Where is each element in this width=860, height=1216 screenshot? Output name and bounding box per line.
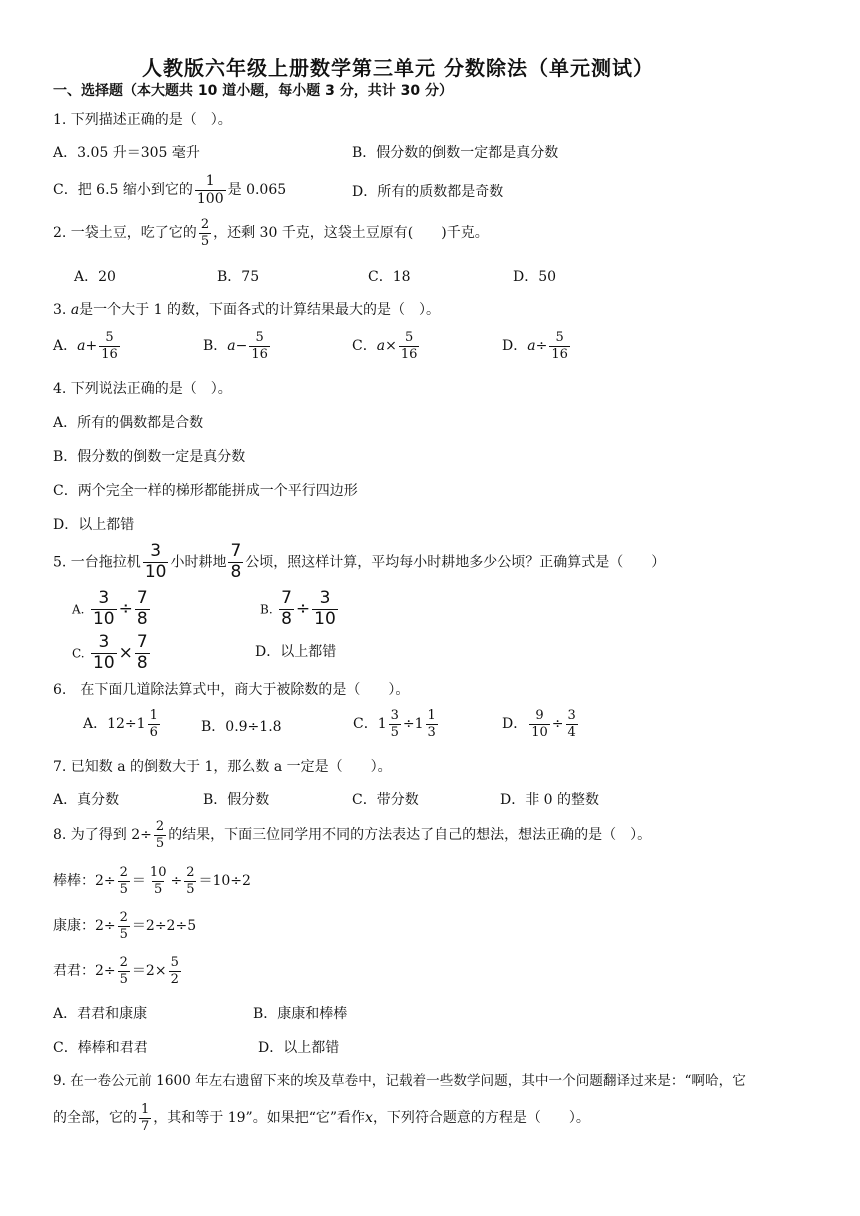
q3-stem <box>53 303 440 317</box>
q8-kangkang-method <box>53 911 196 941</box>
q3-variable: a <box>70 302 80 318</box>
q1-option-b[interactable]: B．假分数的倒数一定都是真分数 <box>352 145 559 161</box>
q6-option-c-mid: ÷1 <box>402 716 424 733</box>
q7-option-c[interactable]: C．带分数 <box>352 792 419 808</box>
q4-option-c[interactable]: C．两个完全一样的梯形都能拼成一个平行四边形 <box>53 483 358 499</box>
fraction: $\frac{3}{4}$ <box>567 708 576 740</box>
operator: × <box>385 338 397 355</box>
fraction: $\frac{1}{3}$ <box>427 708 436 740</box>
fraction: $\frac{2}{5}$ <box>155 819 165 851</box>
q5-stem-mid: 小时耕地 <box>170 554 227 571</box>
q5-option-c[interactable] <box>72 634 152 673</box>
q5-option-d[interactable]: D．以上都错 <box>255 644 337 660</box>
q8-option-b[interactable]: B．康康和棒棒 <box>253 1006 348 1022</box>
fraction: $\frac{7}{8}$ <box>136 588 148 629</box>
q3-option-d[interactable] <box>502 331 572 361</box>
section-heading: 一、选择题（本大题共 10 道小题，每小题 3 分，共计 30 分） <box>53 83 453 99</box>
q8-option-d[interactable]: D．以上都错 <box>258 1040 340 1056</box>
q6-stem: 6. 在下面几道除法算式中，商大于被除数的是（ ）。 <box>53 682 410 698</box>
q8-junjun-result: ＝2× <box>131 963 167 980</box>
fraction: $\frac{3}{10}$ <box>92 588 115 629</box>
student-label: 棒棒：2÷ <box>53 873 116 890</box>
q1-option-d[interactable]: D．所有的质数都是奇数 <box>352 184 504 200</box>
fraction: $\frac{2}{5}$ <box>200 217 210 249</box>
q2-stem-pre: 2. 一袋土豆，吃了它的 <box>53 225 197 242</box>
q9-stem-line2 <box>53 1103 590 1133</box>
q3-number: 3. <box>53 302 67 318</box>
q9-stem-post: ，下列符合题意的方程是（ ）。 <box>372 1110 590 1127</box>
student-label: 康康：2÷ <box>53 918 116 935</box>
option-label: A. <box>72 602 85 617</box>
fraction: $\frac{5}{16}$ <box>400 330 418 362</box>
q8-option-a[interactable]: A．君君和康康 <box>53 1006 148 1022</box>
fraction: $\frac{10}{5}$ <box>149 865 167 897</box>
q3-option-b[interactable] <box>203 331 272 361</box>
q3-option-a[interactable] <box>53 331 122 361</box>
q2-option-c[interactable]: C．18 <box>368 269 411 285</box>
operator: ÷ <box>170 873 183 890</box>
fraction: $\frac{1}{6}$ <box>149 708 158 740</box>
fraction: $\frac{7}{8}$ <box>281 588 292 629</box>
fraction: $\frac{5}{16}$ <box>551 330 568 362</box>
q7-option-d[interactable]: D．非 0 的整数 <box>500 792 600 808</box>
q5-stem-pre: 5. 一台拖拉机 <box>53 554 141 571</box>
fraction: $\frac{3}{10}$ <box>144 541 167 582</box>
variable: a <box>376 338 386 355</box>
q4-option-a[interactable]: A．所有的偶数都是合数 <box>53 415 204 431</box>
fraction: $\frac{2}{5}$ <box>186 865 195 897</box>
operator: ÷ <box>551 716 564 733</box>
operator: ÷ <box>535 338 548 355</box>
fraction: $\frac{2}{5}$ <box>119 910 128 942</box>
fraction: $\frac{5}{16}$ <box>101 330 118 362</box>
q6-option-c[interactable] <box>353 709 440 739</box>
operator: × <box>118 642 133 663</box>
student-label: 君君：2÷ <box>53 963 116 980</box>
option-label: A． <box>53 338 78 355</box>
fraction: $\frac{7}{8}$ <box>230 541 242 582</box>
q3-stem-text: 是一个大于 1 的数，下面各式的计算结果最大的是（ ）。 <box>79 302 440 318</box>
q8-stem-post: 的结果，下面三位同学用不同的方法表达了自己的想法，想法正确的是（ ）。 <box>168 827 652 844</box>
fraction: $\frac{3}{10}$ <box>314 588 336 629</box>
q9-stem-line1: 9. 在一卷公元前 1600 年左右遗留下来的埃及草卷中，记载着一些数学问题，其中一个问题翻译过来是：“啊哈，它 <box>53 1073 746 1089</box>
option-label: D． <box>502 716 528 733</box>
q2-stem <box>53 218 489 248</box>
q2-option-a[interactable]: A．20 <box>74 269 116 285</box>
q6-option-b[interactable]: B．0.9÷1.8 <box>201 719 282 735</box>
q8-stem <box>53 820 651 850</box>
operator: ÷ <box>295 598 311 619</box>
q1-option-c-post: 是 0.065 <box>227 182 287 199</box>
q9-variable: x <box>365 1110 373 1127</box>
fraction: $\frac{3}{5}$ <box>390 708 399 740</box>
q6-option-a[interactable] <box>83 709 162 739</box>
operator: ÷ <box>118 598 133 619</box>
q2-stem-post: ，还剩 30 千克，这袋土豆原有( )千克。 <box>213 225 489 242</box>
q5-stem-post: 公顷，照这样计算，平均每小时耕地多少公顷？正确算式是（ ） <box>245 554 666 571</box>
q3-option-c[interactable] <box>352 331 421 361</box>
q4-stem: 4. 下列说法正确的是（ ）。 <box>53 381 232 397</box>
q7-option-b[interactable]: B．假分数 <box>203 792 270 808</box>
q2-option-b[interactable]: B．75 <box>217 269 260 285</box>
q7-option-a[interactable]: A．真分数 <box>53 792 120 808</box>
fraction: $\frac{1}{7}$ <box>141 1102 150 1134</box>
q7-stem: 7. 已知数 a 的倒数大于 1，那么数 a 一定是（ ）。 <box>53 759 392 775</box>
q8-stem-pre: 8. 为了得到 2÷ <box>53 827 152 844</box>
fraction: $\frac{9}{10}$ <box>531 708 548 740</box>
option-label: C. <box>72 646 85 661</box>
q8-junjun-method <box>53 956 183 986</box>
q5-option-a[interactable] <box>72 590 152 629</box>
fraction: $\frac{7}{8}$ <box>136 632 148 673</box>
fraction: $\frac{5}{16}$ <box>251 330 268 362</box>
q1-option-c-pre: C．把 6.5 缩小到它的 <box>53 182 193 199</box>
q4-option-d[interactable]: D．以上都错 <box>53 517 135 533</box>
option-label: B. <box>260 602 273 617</box>
variable: a <box>77 338 86 355</box>
q9-stem-mid: ，其和等于 19”。如果把“它”看作 <box>153 1110 366 1127</box>
q8-bangbang-result: ＝10÷2 <box>198 873 251 890</box>
q1-option-c[interactable] <box>53 174 286 206</box>
q6-option-d[interactable] <box>502 709 580 739</box>
operator: − <box>235 338 248 355</box>
equals-sign: ＝ <box>131 873 146 890</box>
q5-stem <box>53 543 665 582</box>
q5-option-b[interactable] <box>260 590 340 629</box>
option-label: C． <box>352 338 377 355</box>
variable: a <box>527 338 536 355</box>
fraction: $\frac{3}{10}$ <box>93 632 115 673</box>
q9-stem-pre: 的全部，它的 <box>53 1110 137 1127</box>
q1-stem: 1. 下列描述正确的是（ ）。 <box>53 112 232 128</box>
q8-bangbang-method <box>53 866 251 896</box>
page-title: 人教版六年级上册数学第三单元 分数除法（单元测试） <box>142 56 654 80</box>
option-label: D． <box>502 338 528 355</box>
variable: a <box>227 338 236 355</box>
fraction: $\frac{1}{100}$ <box>196 173 224 207</box>
fraction: $\frac{5}{2}$ <box>170 955 179 987</box>
q6-option-a-pre: A．12÷1 <box>83 716 146 733</box>
q8-kangkang-result: ＝2÷2÷5 <box>131 918 197 935</box>
q1-option-a[interactable]: A．3.05 升＝305 毫升 <box>53 145 200 161</box>
q8-option-c[interactable]: C．棒棒和君君 <box>53 1040 148 1056</box>
fraction: $\frac{2}{5}$ <box>119 865 128 897</box>
q4-option-b[interactable]: B．假分数的倒数一定是真分数 <box>53 449 246 465</box>
q2-option-d[interactable]: D．50 <box>513 269 557 285</box>
fraction: $\frac{2}{5}$ <box>119 955 128 987</box>
option-label: B． <box>203 338 228 355</box>
operator: + <box>85 338 98 355</box>
q6-option-c-pre: C．1 <box>353 716 387 733</box>
